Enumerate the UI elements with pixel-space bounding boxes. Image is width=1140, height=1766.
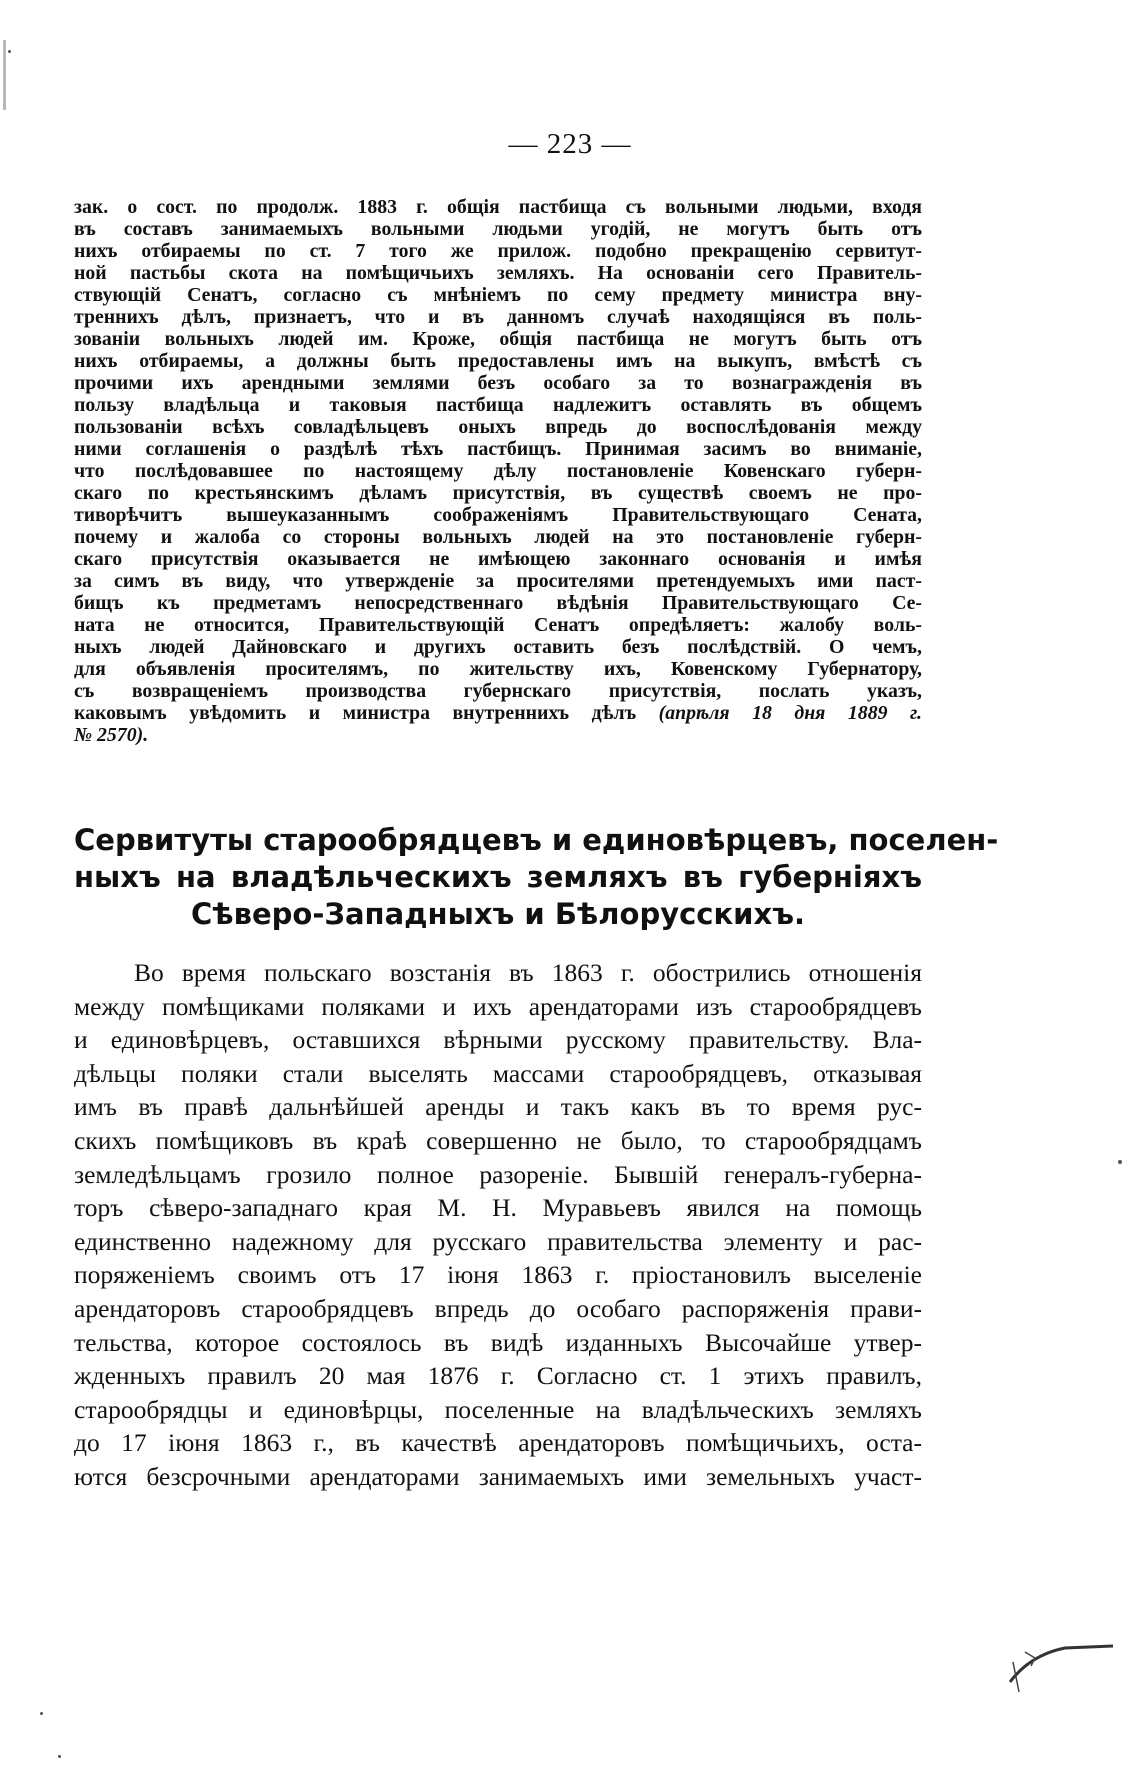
text-line: дѣльцы поляки стали выселять массами старообрядцевъ, отказывая bbox=[74, 1058, 922, 1088]
text-line: старообрядцы и единовѣрцы, поселенные на владѣльческихъ земляхъ bbox=[74, 1394, 922, 1424]
text-line: земледѣльцамъ грозило полное разореніе. Бывшій генералъ-губерна- bbox=[74, 1159, 922, 1189]
text-line: имъ въ правѣ дальнѣйшей аренды и такъ какъ въ то время рус- bbox=[74, 1092, 922, 1122]
pen-scribble-mark bbox=[1005, 1622, 1115, 1692]
text-line: почему и жалоба со стороны вольныхъ людей на это постановленіе губерн- bbox=[74, 526, 922, 548]
text-line: скаго присутствія оказывается не имѣющею законнаго основанія и имѣя bbox=[74, 548, 922, 570]
text-line-with-citation bbox=[74, 702, 922, 724]
scan-speck bbox=[8, 50, 11, 53]
text-line: каковымъ увѣдомить и министра внутреннихъ дѣлъ bbox=[74, 702, 637, 724]
text-line: торъ сѣверо-западнаго края М. Н. Муравьевъ явился на помощь bbox=[74, 1193, 922, 1223]
text-line: между помѣщиками поляками и ихъ арендаторами изъ старообрядцевъ bbox=[74, 991, 922, 1021]
citation-number-line bbox=[74, 724, 922, 746]
text-line: арендаторовъ старообрядцевъ впредь до особаго распоряженія прави- bbox=[74, 1293, 922, 1323]
scan-margin-mark bbox=[3, 40, 6, 110]
text-line: въ составъ занимаемыхъ вольными людьми угодій, не могутъ быть отъ bbox=[74, 218, 922, 240]
text-line: треннихъ дѣлъ, признаетъ, что и въ данномъ случаѣ находящіяся въ поль- bbox=[74, 306, 922, 328]
text-line: за симъ въ виду, что утвержденіе за просителями претендуемыхъ ими паст- bbox=[74, 570, 922, 592]
text-line: нихъ отбираемы по ст. 7 того же прилож. подобно прекращенію сервитут- bbox=[74, 240, 922, 262]
text-line: ната не относится, Правительствующій Сенатъ опредѣляетъ: жалобу воль- bbox=[74, 614, 922, 636]
text-line: тельства, которое состоялось въ видѣ изданныхъ Высочайше утвер- bbox=[74, 1327, 922, 1357]
body-paragraph bbox=[74, 956, 922, 1494]
text-line: прочими ихъ арендными землями безъ особаго за то вознагражденія въ bbox=[74, 372, 922, 394]
text-line: зованіи вольныхъ людей им. Кроже, общія пастбища не могутъ быть отъ bbox=[74, 328, 922, 350]
text-line: тиворѣчитъ вышеуказаннымъ соображеніямъ Правительствующаго Сената, bbox=[74, 504, 922, 526]
text-line: и единовѣрцевъ, оставшихся вѣрными русскому правительству. Вла- bbox=[74, 1025, 922, 1055]
text-line: скихъ помѣщиковъ въ краѣ совершенно не было, то старообрядцамъ bbox=[74, 1125, 922, 1155]
citation-date: (апрѣля 18 дня 1889 г. bbox=[658, 702, 922, 724]
text-line: ныхъ людей Дайновскаго и другихъ оставить безъ послѣдствій. О чемъ, bbox=[74, 636, 922, 658]
text-line: зак. о сост. по продолж. 1883 г. общія пастбища съ вольными людьми, входя bbox=[74, 196, 922, 218]
text-line: что послѣдовавшее по настоящему дѣлу постановленіе Ковенскаго губерн- bbox=[74, 460, 922, 482]
text-line: бищъ къ предметамъ непосредственнаго вѣдѣнія Правительствующаго Се- bbox=[74, 592, 922, 614]
text-line: Во время польскаго возстанія въ 1863 г. обострились отношенія bbox=[134, 958, 922, 987]
page-number: — 223 — bbox=[508, 128, 632, 160]
text-line: ними соглашенія о раздѣлѣ тѣхъ пастбищъ. Принимая засимъ во вниманіе, bbox=[74, 438, 922, 460]
scan-speck bbox=[58, 1755, 61, 1758]
text-line: ной пастьбы скота на помѣщичьихъ земляхъ. На основаніи сего Правитель- bbox=[74, 262, 922, 284]
text-line: поряженіемъ своимъ отъ 17 іюня 1863 г. пріостановилъ выселеніе bbox=[74, 1260, 922, 1290]
text-line: единственно надежному для русскаго правительства элементу и рас- bbox=[74, 1226, 922, 1256]
text-line: ются безсрочными арендаторами занимаемыхъ ими земельныхъ участ- bbox=[74, 1461, 922, 1491]
heading-line: Сервитуты старообрядцевъ и единовѣрцевъ, поселен- bbox=[74, 823, 999, 857]
legal-excerpt-paragraph bbox=[74, 196, 922, 746]
text-line: ствующій Сенатъ, согласно съ мнѣніемъ по сему предмету министра вну- bbox=[74, 284, 922, 306]
citation-number: № 2570). bbox=[74, 724, 149, 746]
text-line: пользу владѣльца и таковыя пастбища надлежитъ оставлять въ общемъ bbox=[74, 394, 922, 416]
text-line: скаго по крестьянскимъ дѣламъ присутствія, въ существѣ своемъ не про- bbox=[74, 482, 922, 504]
heading-line: ныхъ на владѣльческихъ земляхъ въ губерніяхъ bbox=[74, 860, 922, 894]
scan-speck bbox=[40, 1712, 43, 1715]
text-line: съ возвращеніемъ производства губернскаго присутствія, послать указъ, bbox=[74, 680, 922, 702]
text-line: нихъ отбираемы, а должны быть предоставлены имъ на выкупъ, вмѣстѣ съ bbox=[74, 350, 922, 372]
section-heading bbox=[74, 822, 999, 933]
scan-speck bbox=[1118, 1160, 1122, 1164]
heading-line: Сѣверо-Западныхъ и Бѣлорусскихъ. bbox=[191, 897, 805, 931]
text-line: до 17 іюня 1863 г., въ качествѣ арендаторовъ помѣщичьихъ, оста- bbox=[74, 1428, 922, 1458]
text-line: для объявленія просителямъ, по жительству ихъ, Ковенскому Губернатору, bbox=[74, 658, 922, 680]
text-line: пользованіи всѣхъ совладѣльцевъ оныхъ впредь до воспослѣдованія между bbox=[74, 416, 922, 438]
text-line: жденныхъ правилъ 20 мая 1876 г. Согласно ст. 1 этихъ правилъ, bbox=[74, 1361, 922, 1391]
